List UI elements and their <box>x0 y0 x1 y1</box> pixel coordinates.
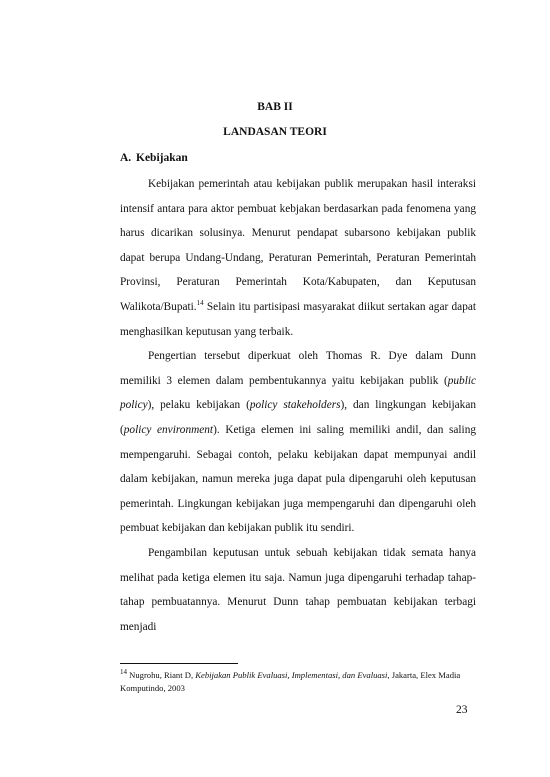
paragraph-2-text-c: ), dan lingkungan kebijakan ( <box>120 399 476 436</box>
footnote-author: Nugrohu, Riant D, <box>127 670 196 680</box>
chapter-number: BAB II <box>257 101 293 113</box>
footnote-number: 14 <box>120 668 127 677</box>
footnote-book-title: Kebijakan Publik Evaluasi, Implementasi, dan Evaluasi <box>195 670 388 680</box>
footnote-separator <box>120 663 238 664</box>
paragraph-1-text-cont: Selain itu partisipasi masyarakat diikut sertakan agar dapat menghasilkan keputusan yang terbaik. <box>120 300 476 338</box>
section-heading <box>120 152 188 164</box>
page-number: 23 <box>456 704 468 716</box>
footnote-reference: 14 <box>196 299 204 308</box>
paragraph-2-text-d: ). Ketiga elemen ini saling memiliki andil, dan saling mempengaruhi. Sebagai contoh, pelaku kebijakan dapat mempunyai andil dalam kebijakan, namun mereka juga dapat pula dipengaruhi oleh keputusan pemerintah. Lingkungan kebijakan juga mempengaruhi dan dipengaruhi oleh pembuat kebijakan dan kebijakan publik itu sendiri. <box>120 423 476 535</box>
paragraph-2-text-a: Pengertian tersebut diperkuat oleh Thomas R. Dye dalam Dunn memiliki 3 elemen dalam pembentukannya yaitu kebijakan publik ( <box>120 350 476 387</box>
section-letter: A. <box>120 152 132 164</box>
term-policy-stakeholders: policy stakeholders <box>249 399 341 412</box>
paragraph-1-text: Kebijakan pemerintah atau kebijakan publik merupakan hasil interaksi intensif antara para aktor pembuat kebjakan berdasarkan pada fenomena yang harus dicarikan solusinya. Menurut pendapat subarsono kebijakan publik dapat berupa Undang-Undang, Peraturan Pemerintah, Peraturan Pemerintah Provinsi, Peraturan Pemerintah Kota/Kabupaten, dan Keputusan Walikota/Bupati. <box>120 178 476 313</box>
paragraph-3: Pengambilan keputusan untuk sebuah kebijakan tidak semata hanya melihat pada ketiga elemen itu saja. Namun juga dipengaruhi terhadap tahap-tahap pembuatannya. Menurut Dunn tahap pembuatan kebijakan terbagi menjadi <box>120 546 476 633</box>
chapter-title: LANDASAN TEORI <box>223 126 327 138</box>
term-policy-environment: policy environment <box>123 423 214 436</box>
paragraph-1 <box>120 172 476 344</box>
paragraph-2-text-b: ), pelaku kebijakan ( <box>147 399 250 412</box>
body-text <box>120 172 476 639</box>
footnote <box>120 669 476 695</box>
term-public-policy: public policy <box>120 374 476 412</box>
footnote-publisher: , Jakarta, Elex Madia Komputindo, 2003 <box>120 670 461 693</box>
section-title: Kebijakan <box>136 152 188 164</box>
paragraph-2 <box>120 344 476 541</box>
